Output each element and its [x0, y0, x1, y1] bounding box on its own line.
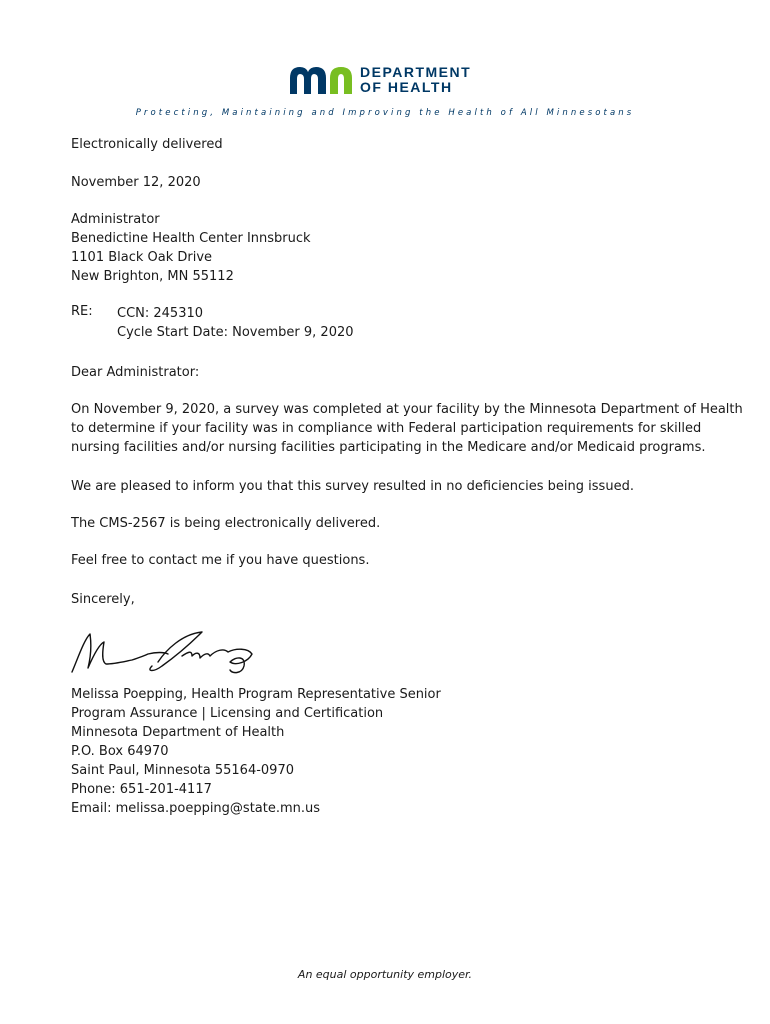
signature-icon [66, 626, 266, 682]
cycle-start-line: Cycle Start Date: November 9, 2020 [117, 325, 354, 340]
recipient-line: New Brighton, MN 55112 [71, 269, 234, 284]
tagline: Protecting, Maintaining and Improving the Health of All Minnesotans [135, 108, 635, 118]
recipient-line: 1101 Black Oak Drive [71, 250, 213, 265]
logo-line-1: DEPARTMENT [360, 64, 472, 80]
recipient-line: Benedictine Health Center Innsbruck [71, 231, 311, 246]
signer-program: Program Assurance | Licensing and Certification [71, 706, 384, 721]
signature-block [71, 685, 441, 818]
re-label: RE: [71, 304, 93, 319]
signer-po-box: P.O. Box 64970 [71, 744, 169, 759]
logo-text [360, 65, 471, 95]
letter-date: November 12, 2020 [71, 175, 201, 190]
closing: Sincerely, [71, 592, 135, 607]
recipient-address [71, 210, 311, 286]
ccn-line: CCN: 245310 [117, 306, 204, 321]
body-paragraph-4: Feel free to contact me if you have questions. [71, 553, 370, 568]
footer-text: An equal opportunity employer. [297, 968, 473, 981]
signer-department: Minnesota Department of Health [71, 725, 285, 740]
delivery-note: Electronically delivered [71, 137, 223, 152]
re-details [117, 304, 354, 342]
paragraph-line: On November 9, 2020, a survey was completed at your facility by the Minnesota Department of Health [71, 402, 743, 417]
signer-email: Email: melissa.poepping@state.mn.us [71, 801, 321, 816]
mdh-logo [288, 64, 488, 98]
paragraph-line: to determine if your facility was in compliance with Federal participation requirements for skilled [71, 421, 702, 436]
paragraph-line: nursing facilities and/or nursing facilities participating in the Medicare and/or Medicaid programs. [71, 440, 706, 455]
body-paragraph-2: We are pleased to inform you that this survey resulted in no deficiencies being issued. [71, 479, 634, 494]
signer-name-title: Melissa Poepping, Health Program Representative Senior [71, 687, 441, 702]
signer-city: Saint Paul, Minnesota 55164-0970 [71, 763, 294, 778]
recipient-line: Administrator [71, 212, 160, 227]
logo-line-2: OF HEALTH [360, 79, 453, 95]
mn-logo-icon [288, 64, 356, 96]
signer-phone: Phone: 651-201-4117 [71, 782, 212, 797]
body-paragraph-1 [71, 400, 743, 457]
body-paragraph-3: The CMS-2567 is being electronically delivered. [71, 516, 381, 531]
salutation: Dear Administrator: [71, 365, 200, 380]
